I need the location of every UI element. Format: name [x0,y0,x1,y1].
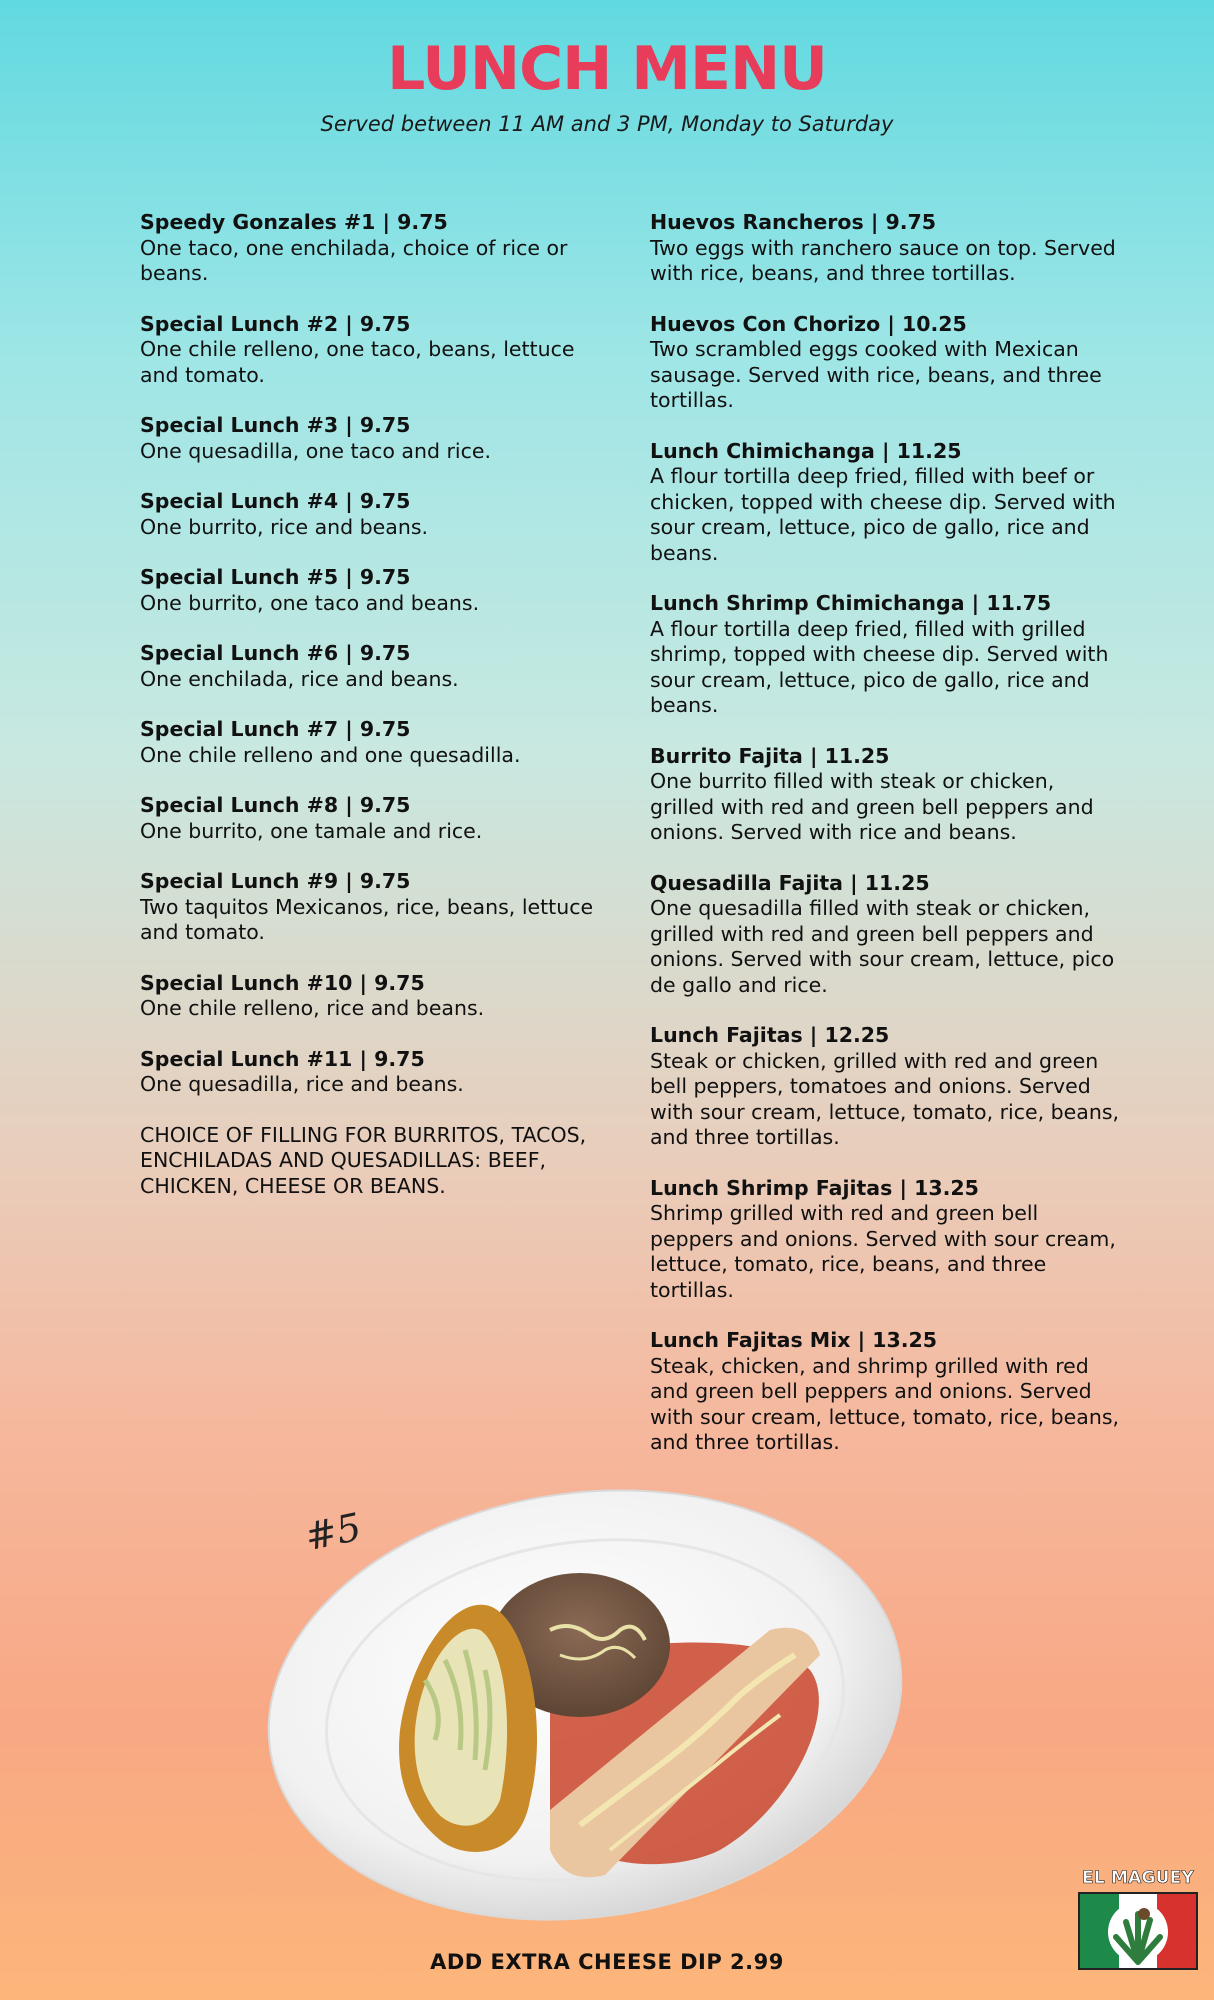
item-name: Special Lunch #8 [140,793,339,817]
menu-title: LUNCH MENU [387,34,827,104]
menu-item: Huevos Rancheros | 9.75 Two eggs with ranchero sauce on top. Served with rice, beans, and three tortillas. [650,210,1120,287]
item-description: Two taquitos Mexicanos, rice, beans, lettuce and tomato. [140,894,594,944]
item-price: 9.75 [359,413,411,437]
item-description: Steak or chicken, grilled with red and green bell peppers, tomatoes and onions. Served with sour cream, lettuce, tomato, rice, beans, and three tortillas. [650,1048,1120,1149]
item-name: Lunch Fajitas [650,1023,803,1047]
menu-item: Special Lunch #3 | 9.75 One quesadilla, one taco and rice. [140,413,600,464]
item-description: One taco, one enchilada, choice of rice or beans. [140,235,568,285]
item-price: 9.75 [359,565,411,589]
item-price: 11.25 [864,870,930,895]
item-price: 9.75 [374,970,425,995]
extra-cheese-footer: ADD EXTRA CHEESE DIP 2.99 [430,1950,784,1974]
left-menu-column [140,210,600,1199]
menu-item: Special Lunch #9 | 9.75 Two taquitos Mexicanos, rice, beans, lettuce and tomato. [140,869,600,946]
item-name: Lunch Chimichanga [650,438,875,463]
item-name: Special Lunch #11 [140,1046,353,1071]
item-name: Burrito Fajita [650,743,803,768]
item-price: 9.75 [397,210,448,234]
menu-item: Huevos Con Chorizo | 10.25 Two scrambled eggs cooked with Mexican sausage. Served with rice, beans, and three tortillas. [650,312,1120,414]
plate-label: #5 [301,1504,365,1560]
menu-item: Lunch Shrimp Fajitas | 13.25 Shrimp grilled with red and green bell peppers and onions. Served with sour cream, lettuce, tomato, rice, beans, and three tortillas. [650,1176,1120,1304]
item-description: Shrimp grilled with red and green bell peppers and onions. Served with sour cream, lettuce, tomato, rice, beans, and three tortillas. [650,1201,1116,1302]
menu-item: Special Lunch #4 | 9.75 One burrito, rice and beans. [140,489,600,540]
item-description: One burrito, one taco and beans. [140,590,480,615]
item-price: 9.75 [359,311,411,336]
item-name: Special Lunch #5 [140,565,339,589]
item-description: Two eggs with ranchero sauce on top. Served with rice, beans, and three tortillas. [650,235,1116,285]
item-description: One chile relleno and one quesadilla. [140,742,521,767]
item-description: Two scrambled eggs cooked with Mexican sausage. Served with rice, beans, and three tortillas. [650,337,1102,412]
item-price: 9.75 [359,717,411,741]
item-name: Quesadilla Fajita [650,870,844,895]
right-menu-column [650,210,1120,1481]
item-price: 10.25 [901,311,967,336]
item-name: Lunch Shrimp Chimichanga [650,591,965,615]
filling-note: CHOICE OF FILLING FOR BURRITOS, TACOS, ENCHILADAS AND QUESADILLAS: BEEF, CHICKEN, CHEESE OR BEANS. [140,1122,587,1198]
item-description: One burrito, rice and beans. [140,514,429,539]
item-price: 9.75 [374,1046,425,1071]
item-name: Huevos Con Chorizo [650,311,881,336]
item-description: One quesadilla, one taco and rice. [140,438,492,463]
item-description: One burrito filled with steak or chicken, grilled with red and green bell peppers and onions. Served with rice and beans. [650,769,1094,844]
item-name: Special Lunch #4 [140,489,339,513]
item-price: 12.25 [824,1023,890,1047]
item-name: Special Lunch #3 [140,413,339,437]
menu-item: Burrito Fajita | 11.25 One burrito filled with steak or chicken, grilled with red and green bell peppers and onions. Served with rice and beans. [650,744,1120,846]
item-name: Special Lunch #2 [140,311,339,336]
item-description: One chile relleno, one taco, beans, lettuce and tomato. [140,337,575,387]
item-name: Lunch Fajitas Mix [650,1328,851,1352]
item-name: Special Lunch #6 [140,641,339,665]
item-name: Speedy Gonzales #1 [140,210,376,234]
item-description: Steak, chicken, and shrimp grilled with red and green bell peppers and onions. Served with sour cream, lettuce, tomato, rice, beans, and three tortillas. [650,1353,1120,1454]
menu-item: Special Lunch #2 | 9.75 One chile relleno, one taco, beans, lettuce and tomato. [140,312,600,389]
menu-item: Special Lunch #11 | 9.75 One quesadilla, rice and beans. [140,1047,600,1098]
item-price: 11.25 [824,743,890,768]
item-price: 11.25 [896,438,962,463]
menu-item: Special Lunch #10 | 9.75 One chile relleno, rice and beans. [140,971,600,1022]
menu-item: Special Lunch #8 | 9.75 One burrito, one tamale and rice. [140,793,600,844]
menu-item: Lunch Fajitas Mix | 13.25 Steak, chicken, and shrimp grilled with red and green bell peppers and onions. Served with sour cream, lettuce, tomato, rice, beans, and three tortillas. [650,1328,1120,1454]
item-price: 9.75 [885,210,937,234]
item-name: Special Lunch #10 [140,970,353,995]
item-price: 11.75 [986,591,1052,615]
item-description: A flour tortilla deep fried, filled with beef or chicken, topped with cheese dip. Served with sour cream, lettuce, pico de gallo, rice and beans. [650,464,1116,565]
item-name: Special Lunch #9 [140,869,339,893]
item-price: 9.75 [359,489,411,513]
item-price: 13.25 [872,1328,938,1352]
item-name: Lunch Shrimp Fajitas [650,1175,893,1200]
menu-item: Special Lunch #6 | 9.75 One enchilada, rice and beans. [140,641,600,692]
menu-item: Special Lunch #7 | 9.75 One chile relleno and one quesadilla. [140,717,600,768]
menu-item: Lunch Chimichanga | 11.25 A flour tortilla deep fried, filled with beef or chicken, topped with cheese dip. Served with sour cream, lettuce, pico de gallo, rice and beans. [650,439,1120,567]
menu-subtitle: Served between 11 AM and 3 PM, Monday to Saturday [320,112,894,136]
logo-name: EL MAGUEY [1082,1868,1194,1888]
item-name: Special Lunch #7 [140,717,339,741]
item-price: 9.75 [359,869,411,893]
menu-item: Special Lunch #5 | 9.75 One burrito, one taco and beans. [140,565,600,616]
item-description: One quesadilla filled with steak or chicken, grilled with red and green bell peppers and onions. Served with sour cream, lettuce, pico de gallo and rice. [650,896,1115,997]
item-name: Huevos Rancheros [650,210,864,234]
menu-item: Lunch Shrimp Chimichanga | 11.75 A flour tortilla deep fried, filled with grilled shrimp, topped with cheese dip. Served with sour cream, lettuce, pico de gallo, rice and beans. [650,591,1120,719]
item-description: One enchilada, rice and beans. [140,666,459,691]
menu-item: Lunch Fajitas | 12.25 Steak or chicken, grilled with red and green bell peppers, tomatoes and onions. Served with sour cream, lettuce, tomato, rice, beans, and three tortillas. [650,1023,1120,1149]
item-description: One chile relleno, rice and beans. [140,996,485,1020]
menu-item: Quesadilla Fajita | 11.25 One quesadilla filled with steak or chicken, grilled with red and green bell peppers and onions. Served with sour cream, lettuce, pico de gallo and rice. [650,871,1120,999]
el-maguey-logo [1078,1868,1198,1970]
menu-item: Speedy Gonzales #1 | 9.75 One taco, one enchilada, choice of rice or beans. [140,210,600,287]
item-price: 13.25 [914,1175,979,1200]
item-description: One quesadilla, rice and beans. [140,1072,464,1096]
item-description: A flour tortilla deep fried, filled with grilled shrimp, topped with cheese dip. Served with sour cream, lettuce, pico de gallo, rice and beans. [650,616,1109,717]
item-description: One burrito, one tamale and rice. [140,818,483,843]
el-maguey-logo-icon [1078,1892,1198,1970]
item-price: 9.75 [359,641,411,665]
item-price: 9.75 [359,793,411,817]
